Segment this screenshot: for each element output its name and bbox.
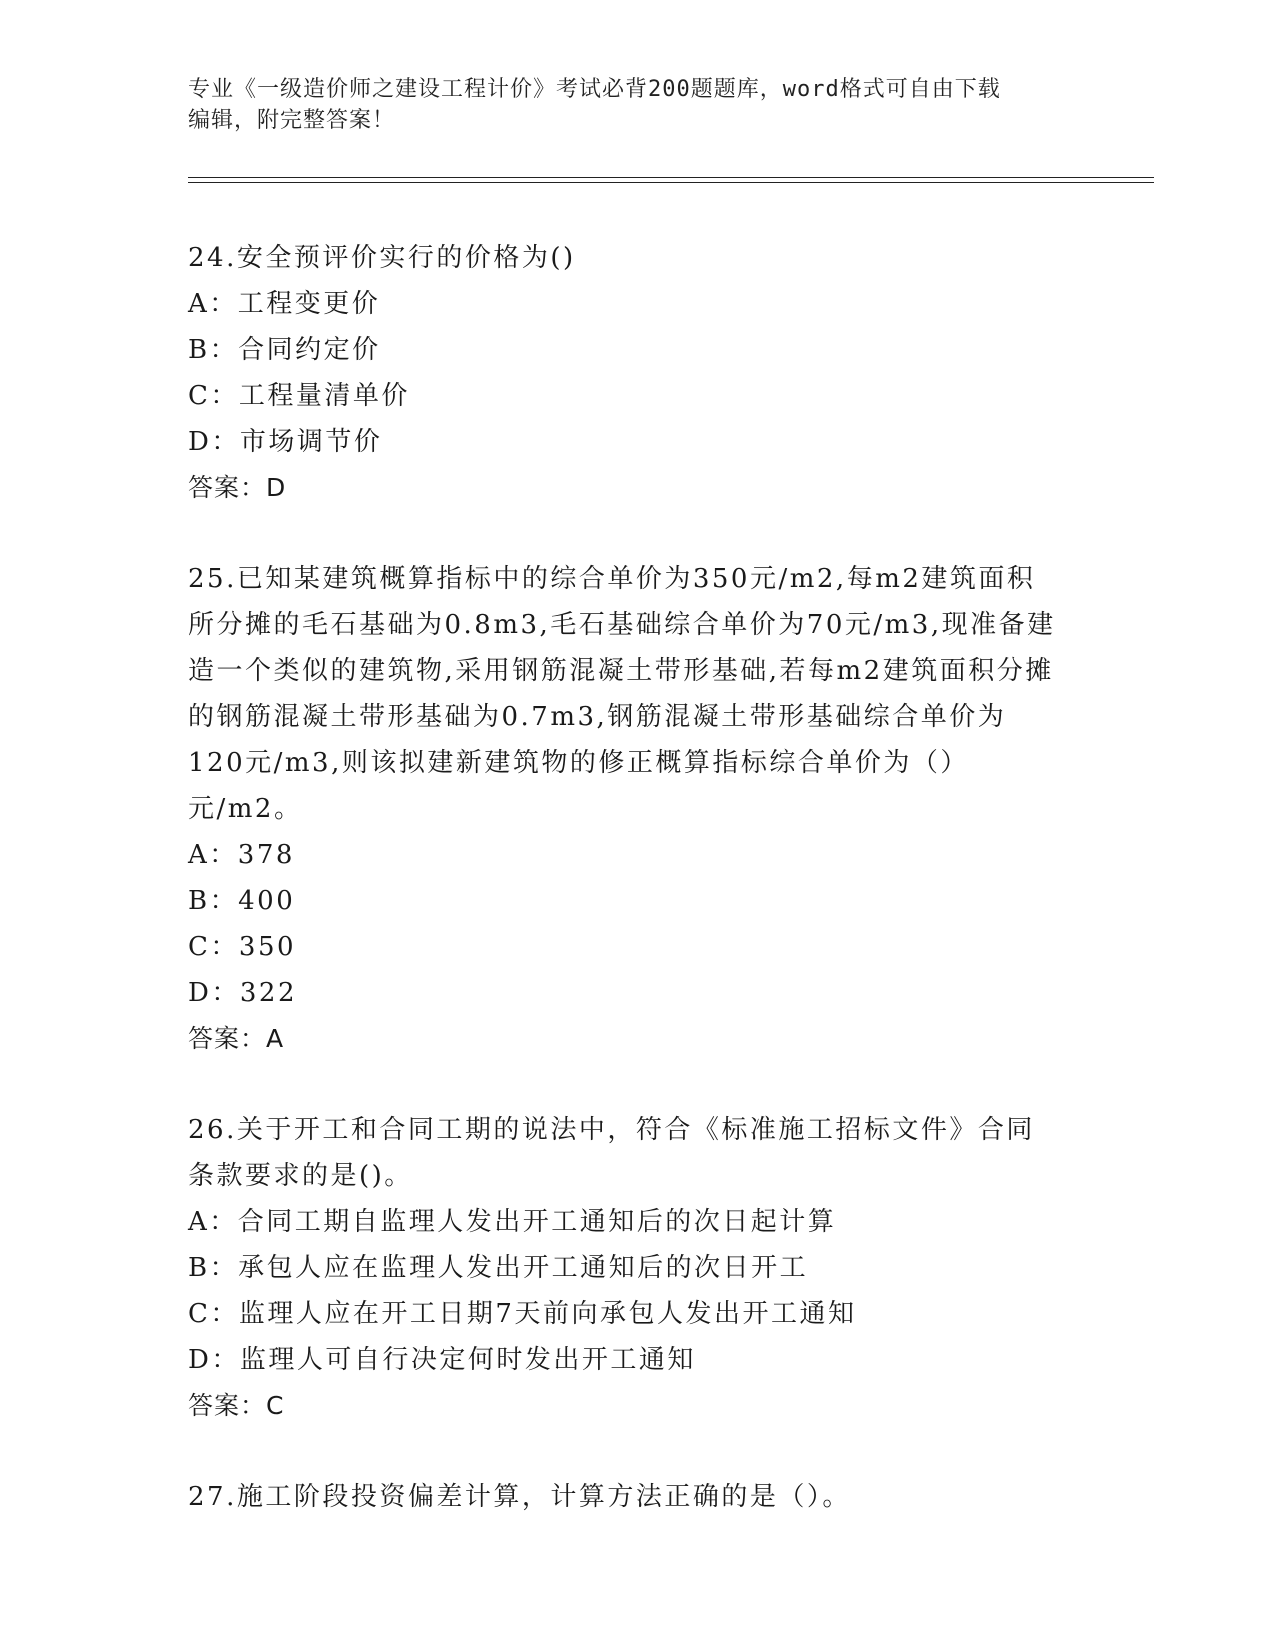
- option-text: 监理人应在开工日期7天前向承包人发出开工通知: [238, 1299, 857, 1329]
- option-text: 350: [238, 932, 297, 962]
- answer-value: A: [266, 1024, 285, 1053]
- option-text: 322: [239, 978, 297, 1008]
- option-d: [188, 419, 1088, 465]
- option-a: [188, 281, 1088, 327]
- answer-label: 答案：: [188, 1024, 267, 1053]
- option-letter: A：: [188, 289, 238, 319]
- option-text: 承包人应在监理人发出开工通知后的次日开工: [238, 1253, 809, 1283]
- question-25: [188, 556, 1088, 1062]
- question-24: [188, 235, 1088, 511]
- header-line-2: 编辑，附完整答案！: [188, 108, 396, 133]
- question-26: [188, 1107, 1088, 1429]
- answer-value: D: [266, 473, 287, 502]
- option-letter: D：: [188, 1345, 240, 1375]
- option-text: 合同工期自监理人发出开工通知后的次日起计算: [237, 1207, 837, 1237]
- option-letter: A：: [188, 1207, 238, 1237]
- answer-label: 答案：: [188, 473, 267, 502]
- option-a: [188, 832, 1088, 878]
- option-b: [188, 327, 1088, 373]
- option-text: 监理人可自行决定何时发出开工通知: [239, 1345, 696, 1375]
- option-letter: A：: [188, 840, 238, 870]
- question-stem: 27.施工阶段投资偏差计算，计算方法正确的是（）。: [188, 1482, 851, 1512]
- option-letter: B：: [188, 886, 239, 916]
- answer-label: 答案：: [188, 1391, 267, 1420]
- option-text: 工程量清单价: [238, 381, 410, 411]
- option-c: [188, 1291, 1088, 1337]
- answer-line: [188, 1383, 1088, 1429]
- option-text: 工程变更价: [237, 289, 381, 319]
- question-list: [188, 235, 1088, 1565]
- header-line-1: 专业《一级造价师之建设工程计价》考试必背200题题库，word格式可自由下载: [188, 77, 1001, 102]
- option-text: 400: [238, 886, 296, 916]
- header-divider-bottom: [188, 182, 1154, 183]
- option-d: [188, 1337, 1088, 1383]
- question-stem: 26.关于开工和合同工期的说法中，符合《标准施工招标文件》合同条款要求的是()。: [188, 1115, 1035, 1191]
- document-header: [188, 74, 1088, 136]
- header-divider-top: [188, 177, 1154, 178]
- option-b: [188, 1245, 1088, 1291]
- option-letter: D：: [188, 427, 240, 457]
- option-letter: C：: [188, 932, 239, 962]
- question-stem: 24.安全预评价实行的价格为(): [188, 243, 576, 273]
- option-c: [188, 373, 1088, 419]
- option-letter: B：: [188, 1253, 239, 1283]
- option-b: [188, 878, 1088, 924]
- option-letter: C：: [188, 381, 239, 411]
- option-text: 合同约定价: [238, 335, 381, 365]
- answer-value: C: [266, 1391, 285, 1420]
- option-a: [188, 1199, 1088, 1245]
- option-d: [188, 970, 1088, 1016]
- question-27: [188, 1474, 1088, 1520]
- option-c: [188, 924, 1088, 970]
- question-stem: 25.已知某建筑概算指标中的综合单价为350元/m2,每m2建筑面积所分摊的毛石基础为0.8m3,毛石基础综合单价为70元/m3,现准备建造一个类似的建筑物,采用钢筋混凝土带形基础,若每m2建筑面积分摊的钢筋混凝土带形基础为0.7m3,钢筋混凝土带形基础综合单价为120元/m3,则该拟建新建筑物的修正概算指标综合单价为（）元/m2。: [188, 564, 1056, 824]
- option-text: 市场调节价: [239, 427, 383, 457]
- answer-line: [188, 1016, 1088, 1062]
- option-letter: D：: [188, 978, 240, 1008]
- option-text: 378: [237, 840, 295, 870]
- answer-line: [188, 465, 1088, 511]
- option-letter: C：: [188, 1299, 239, 1329]
- option-letter: B：: [188, 335, 239, 365]
